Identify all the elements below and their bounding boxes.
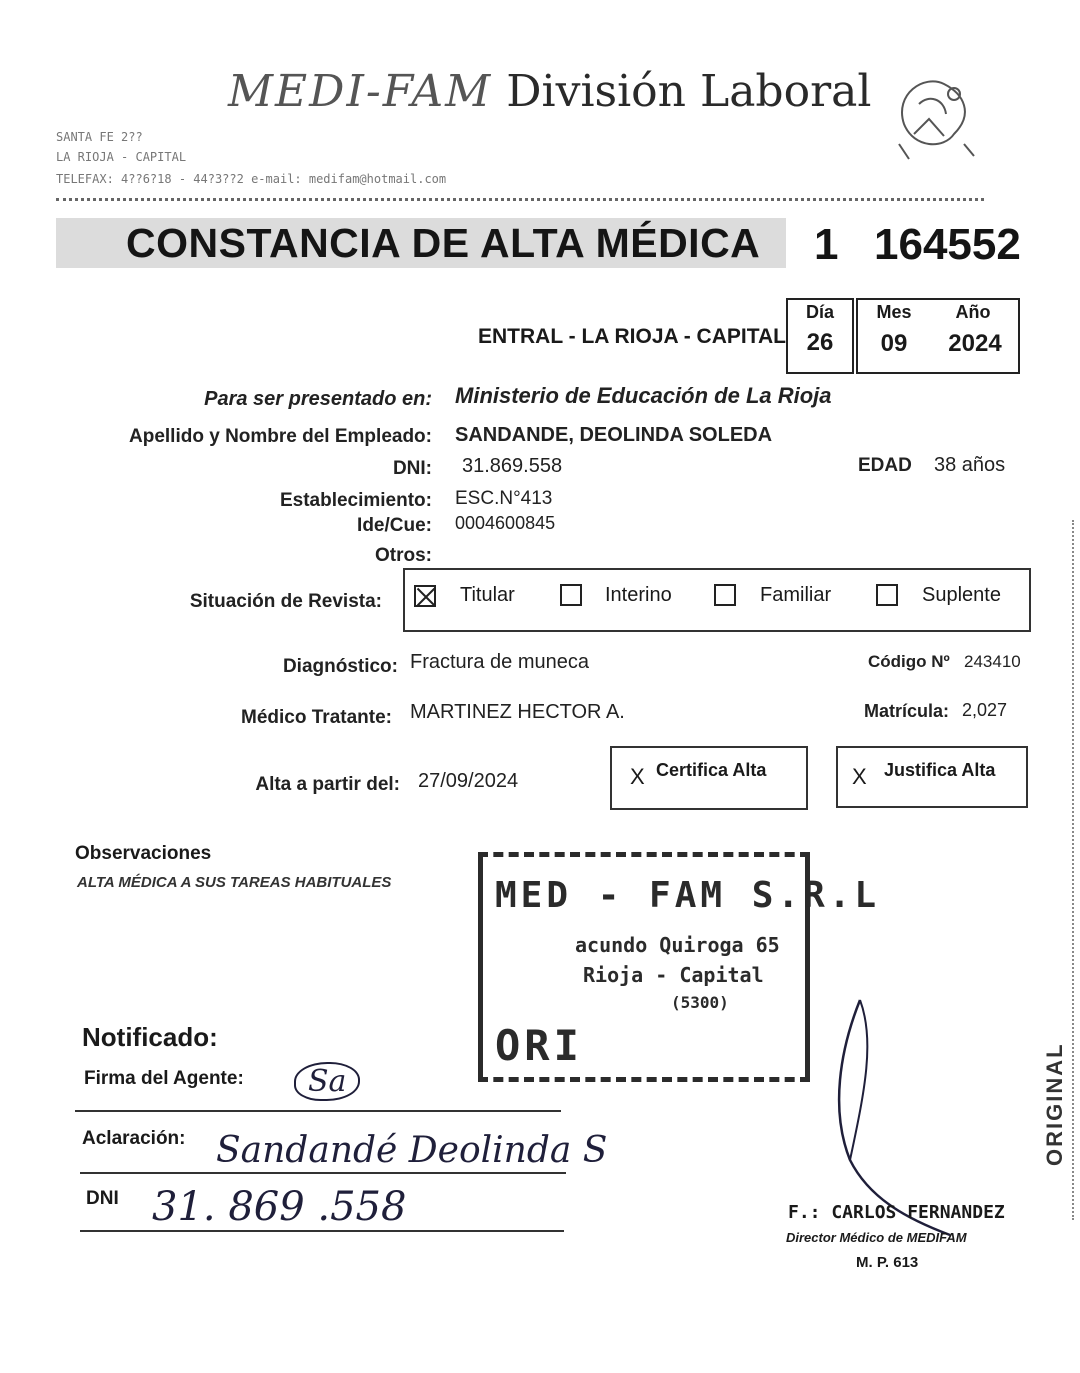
firma-label: Firma del Agente: <box>84 1068 244 1089</box>
stamp-line-1: MED - FAM S.R.L <box>495 875 881 916</box>
doctor-mp: M. P. 613 <box>856 1254 919 1271</box>
establecimiento-value: ESC.N°413 <box>455 488 553 509</box>
observaciones-label: Observaciones <box>75 843 212 864</box>
presentado-label: Para ser presentado en: <box>204 388 432 410</box>
date-year-label: Año <box>955 302 991 322</box>
certifica-alta-box[interactable] <box>610 746 808 810</box>
certifica-label: Certifica Alta <box>656 760 767 780</box>
address-line-1: SANTA FE 2?? <box>56 130 143 144</box>
justifica-label: Justifica Alta <box>884 760 996 780</box>
medico-label: Médico Tratante: <box>241 707 392 728</box>
interino-checkbox[interactable] <box>560 584 582 606</box>
familiar-label: Familiar <box>760 584 832 606</box>
idecue-label: Ide/Cue: <box>357 515 432 536</box>
right-edge-dots <box>1072 520 1074 1220</box>
empleado-value: SANDANDE, DEOLINDA SOLEDA <box>455 424 773 446</box>
firma-underline <box>75 1110 561 1112</box>
codigo-label: Código Nº <box>868 652 950 671</box>
diagnostico-label: Diagnóstico: <box>282 656 398 677</box>
interino-label: Interino <box>605 584 672 606</box>
stamp-line-5: ORI <box>495 1021 583 1070</box>
stamp-line-4: (5300) <box>671 993 729 1012</box>
edad-value: 38 años <box>934 454 1006 476</box>
document-title: CONSTANCIA DE ALTA MÉDICA <box>126 220 761 266</box>
company-stamp <box>478 852 881 1082</box>
titular-checkbox[interactable] <box>414 585 436 607</box>
alta-value: 27/09/2024 <box>418 770 519 792</box>
aclaracion-underline <box>80 1172 566 1174</box>
suplente-label: Suplente <box>922 584 1001 606</box>
brand-header <box>228 66 871 117</box>
familiar-checkbox[interactable] <box>714 584 736 606</box>
aclaracion-value: Sandandé Deolinda S <box>216 1130 608 1171</box>
stamp-line-2: acundo Quiroga 65 <box>575 933 780 957</box>
date-day-label: Día <box>805 302 834 322</box>
document-series: 1 <box>814 220 839 269</box>
address-line-2: LA RIOJA - CAPITAL <box>56 150 187 164</box>
document-number: 164552 <box>874 220 1021 269</box>
firma-value: Sa <box>294 1062 360 1101</box>
header-divider <box>56 198 984 201</box>
date-day-box <box>786 298 854 374</box>
presentado-value: Ministerio de Educación de La Rioja <box>455 383 832 408</box>
date-day-value: 26 <box>806 329 834 356</box>
dni-sign-label: DNI <box>86 1188 119 1209</box>
establecimiento-label: Establecimiento: <box>279 490 432 511</box>
justifica-alta-box[interactable] <box>836 746 1028 808</box>
division-title: División Laboral <box>506 66 872 117</box>
medico-value: MARTINEZ HECTOR A. <box>410 701 625 723</box>
date-month-value: 09 <box>880 330 908 357</box>
date-month-label: Mes <box>876 302 912 322</box>
brand-name: MEDI-FAM <box>228 66 493 117</box>
doctor-name: F.: CARLOS FERNANDEZ <box>788 1202 1005 1223</box>
revista-label: Situación de Revista: <box>189 591 382 612</box>
date-year-value: 2024 <box>948 330 1002 357</box>
dni-label: DNI: <box>392 458 432 479</box>
original-side-label: ORIGINAL <box>1042 1042 1067 1166</box>
notificado-title: Notificado: <box>82 1022 218 1052</box>
otros-label: Otros: <box>375 545 432 566</box>
matricula-label: Matrícula: <box>864 701 950 721</box>
justifica-mark: X <box>852 764 867 789</box>
alta-label: Alta a partir del: <box>255 774 400 795</box>
observaciones-text: ALTA MÉDICA A SUS TAREAS HABITUALES <box>77 874 392 891</box>
contact-line: TELEFAX: 4??6?18 - 44?3??2 e-mail: medifam@hotmail.com <box>56 172 447 186</box>
codigo-value: 243410 <box>964 652 1021 671</box>
location: ENTRAL - LA RIOJA - CAPITAL <box>478 325 786 348</box>
dni-underline <box>80 1230 564 1232</box>
diagnostico-value: Fractura de muneca <box>410 651 589 673</box>
suplente-checkbox[interactable] <box>876 584 898 606</box>
doctor-role: Director Médico de MEDIFAM <box>786 1230 967 1245</box>
dni-sign-value: 31. 869 .558 <box>152 1184 407 1230</box>
logo-emblem-icon <box>884 64 984 164</box>
titular-label: Titular <box>460 584 515 606</box>
edad-label: EDAD <box>858 455 912 476</box>
empleado-label: Apellido y Nombre del Empleado: <box>129 426 432 447</box>
stamp-line-3: Rioja - Capital <box>583 963 764 987</box>
matricula-value: 2,027 <box>962 700 1008 720</box>
aclaracion-label: Aclaración: <box>82 1128 186 1149</box>
idecue-value: 0004600845 <box>455 513 556 533</box>
date-month-year-box <box>856 298 1020 374</box>
certifica-mark: X <box>630 764 645 789</box>
dni-value: 31.869.558 <box>462 455 563 477</box>
